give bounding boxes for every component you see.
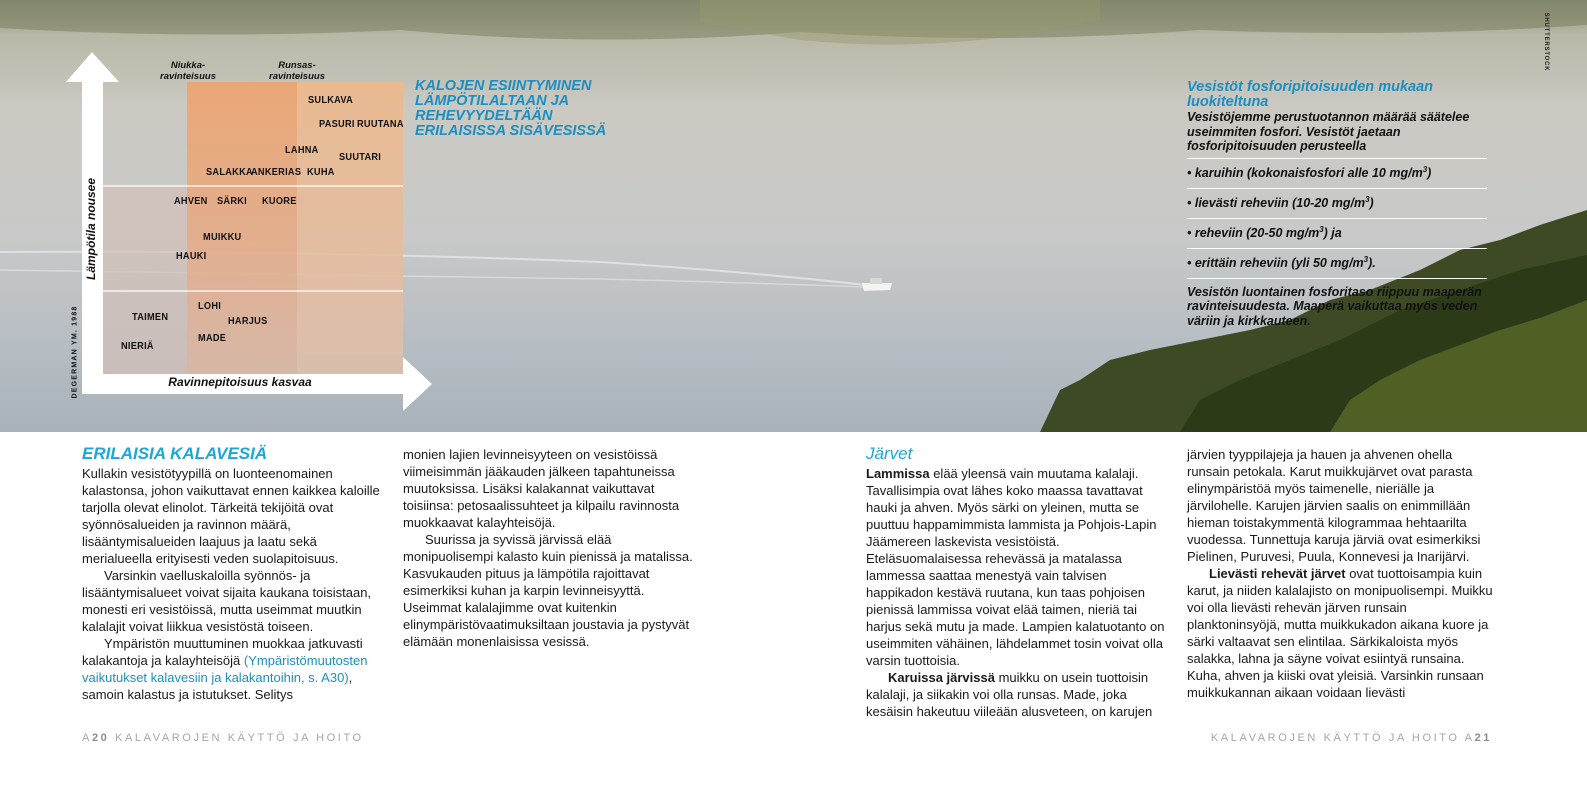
footer-left: A20 KALAVAROJEN KÄYTTÖ JA HOITO (82, 732, 364, 744)
paragraph: Ympäristön muuttuminen muokkaa jatkuvasti kalakantoja ja kalayhteisöjä (Ympäristömuutosten vaikutukset kalavesiin ja kalakantoihin, s. A30), samoin kalastus ja istutukset. Selitys (82, 636, 368, 702)
paragraph: järvien tyyppilajeja ja hauen ja ahvenen ohella runsain petokala. Karut muikkujärvet ovat parasta elinympäristöä myös taimenelle, nieriälle ja järvilohelle. Karujen järvien saalis on enimmillään hieman toistakymmentä kilogrammaa hehtaarilta vuodessa. Tunnettuja karuja järviä ovat esimerkiksi Pielinen, Puruvesi, Puula, Konnevesi ja Inarijärvi. (1187, 447, 1481, 564)
text-column-2 (403, 446, 701, 650)
fish-label: ANKERIAS (251, 167, 302, 178)
cross-reference-link[interactable]: (Ympäristömuutosten vaikutukset kalavesiin ja kalakantoihin, s. A30) (82, 653, 368, 685)
info-box-item: • reheviin (20-50 $mg/m^3$) ja (1187, 218, 1487, 248)
text-column-3 (866, 443, 1172, 720)
paragraph: Karuissa järvissä muikku on usein tuottoisin kalalaji, ja siikakin voi olla runsas. Made, joka kesäisin hakeutuu viileään alusveteen, on karujen (866, 670, 1153, 719)
section-subtitle: Järvet (866, 444, 913, 463)
x-axis-label: Ravinnepitoisuus kasvaa (168, 375, 312, 389)
info-box-title: Vesistöt fosforipitoisuuden mukaan luokiteltuna (1187, 79, 1433, 110)
chart-title: KALOJEN ESIINTYMINEN LÄMPÖTILALTAAN JA REHEVYYDELTÄÄN ERILAISISSA SISÄVESISSÄ (415, 78, 607, 139)
fish-label: MUIKKU (203, 232, 242, 243)
paragraph: Lievästi rehevät järvet ovat tuottoisampia kuin karut, ja niiden kalalajisto on monipuolisempi. Muikku voi olla lievästi rehevän järven runsain planktoninsyöjä, mutta muikkukadon aikana kuore ja särki valtaavat sen elintilaa. Särkikaloista myös salakka, lahna ja säyne voivat esiintyä runsaina. Kuha, ahven ja kiiski ovat yleisiä. Varsinkin runsaan muikkukannan aikaan voidaan lievästi (1187, 566, 1493, 700)
fish-label: MADE (198, 333, 227, 344)
phosphorus-info-box (1187, 80, 1487, 328)
fish-label: RUUTANA (357, 119, 404, 130)
paragraph: Varsinkin vaelluskaloilla syönnös- ja lisääntymisalueet voivat sijaita kaukana toisistaan, monesti eri vesistöissä, mutta useimmat muutkin kalalajit voivat liikkua vesistöstä toiseen. (82, 568, 372, 634)
footer-right: KALAVAROJEN KÄYTTÖ JA HOITO A21 (1210, 732, 1492, 744)
text-column-1 (82, 443, 380, 703)
axis-label-rich: Runsas- ravinteisuus (269, 60, 325, 82)
paragraph: Lammissa elää yleensä vain muutama kalalaji. Tavallisimpia ovat lähes koko maassa tavattavat hauki ja ahven. Myös särki on yleinen, mutta se puuttuu happamimmista lammista ja Pohjois-Lapin Jäämereen laskevista vesistöistä. Eteläsuomalaisessa rehevässä ja matalassa lammessa saattaa menestyä vain talvisen happikadon kestävä ruutana, kun taas pohjoisen pienissä lammissa voivat elää taimen, nieriä tai harjus sekä mutu ja made. Lampien kalatuotanto on useimmiten vähäinen, lähdelammet tosin voivat olla varsin tuottoisia. (866, 466, 1165, 668)
fish-label: NIERIÄ (121, 341, 154, 352)
fish-label: SUUTARI (339, 152, 382, 163)
info-box-intro: Vesistöjemme perustuotannon määrää säätelee useimmiten fosfori. Vesistöt jaetaan fosforipitoisuuden perusteella (1187, 110, 1470, 153)
fish-label: TAIMEN (132, 312, 169, 323)
axis-label-poor: Niukka- ravinteisuus (160, 60, 216, 82)
paragraph: Suurissa ja syvissä järvissä elää monipuolisempi kalasto kuin pienissä ja matalissa. Kasvukauden pituus ja lämpötila rajoittavat esimerkiksi kuhan ja karpin levinneisyyttä. Useimmat kalalajimme ovat kuitenkin elinympäristövaatimuksiltaan joustavia ja pystyvät elämään monenlaisissa vesissä. (403, 532, 693, 649)
info-box-item: • lievästi reheviin (10-20 $mg/m^3$) (1187, 188, 1487, 218)
paragraph: monien lajien levinneisyyteen on vesistöissä viimeisimmän jääkauden jälkeen tapahtuneissa muutoksissa. Lisäksi kalakannat vaikuttavat toisiinsa: petosaalissuhteet ja kilpailu ravinnosta muokkaavat kalayhteisöjä. (403, 447, 680, 530)
fish-label: KUORE (262, 196, 297, 207)
fish-label: SULKAVA (308, 95, 354, 106)
info-box-item: • karuihin (kokonaisfosfori alle 10 $mg/m^3$) (1187, 158, 1487, 188)
fish-label: PASURI (319, 119, 355, 130)
fish-label: SALAKKA (206, 167, 253, 178)
y-axis-label: Lämpötila nousee (84, 177, 98, 281)
fish-label: HARJUS (228, 316, 268, 327)
photo-credit: SHUTTERSTOCK (1543, 12, 1549, 72)
fish-label: SÄRKI (217, 196, 248, 207)
section-title: ERILAISIA KALAVESIÄ (82, 444, 268, 463)
fish-label: KUHA (307, 167, 335, 178)
text-column-4 (1187, 446, 1493, 701)
info-box-item: • erittäin reheviin (yli 50 $mg/m^3$). (1187, 248, 1487, 278)
fish-label: AHVEN (174, 196, 208, 207)
chart-source: DEGERMAN YM. 1988 (71, 305, 79, 399)
info-box-outro: Vesistön luontainen fosforitaso riippuu maaperän ravinteisuudesta. Maaperä vaikuttaa myös veden väriin ja kirkkauteen. (1187, 278, 1487, 329)
paragraph: Kullakin vesistötyypillä on luonteenomainen kalastonsa, johon vaikuttavat ennen kaikkea kaloille tarjolla olevat elinolot. Tärkeitä tekijöitä ovat syönnösalueiden ja ravinnon määrä, lisääntymisalueiden laajuus ja laatu sekä merialueella erityisesti veden suolapitoisuus. (82, 466, 380, 566)
fish-label: HAUKI (176, 251, 207, 262)
fish-label: LAHNA (285, 145, 319, 156)
fish-label: LOHI (198, 301, 222, 312)
